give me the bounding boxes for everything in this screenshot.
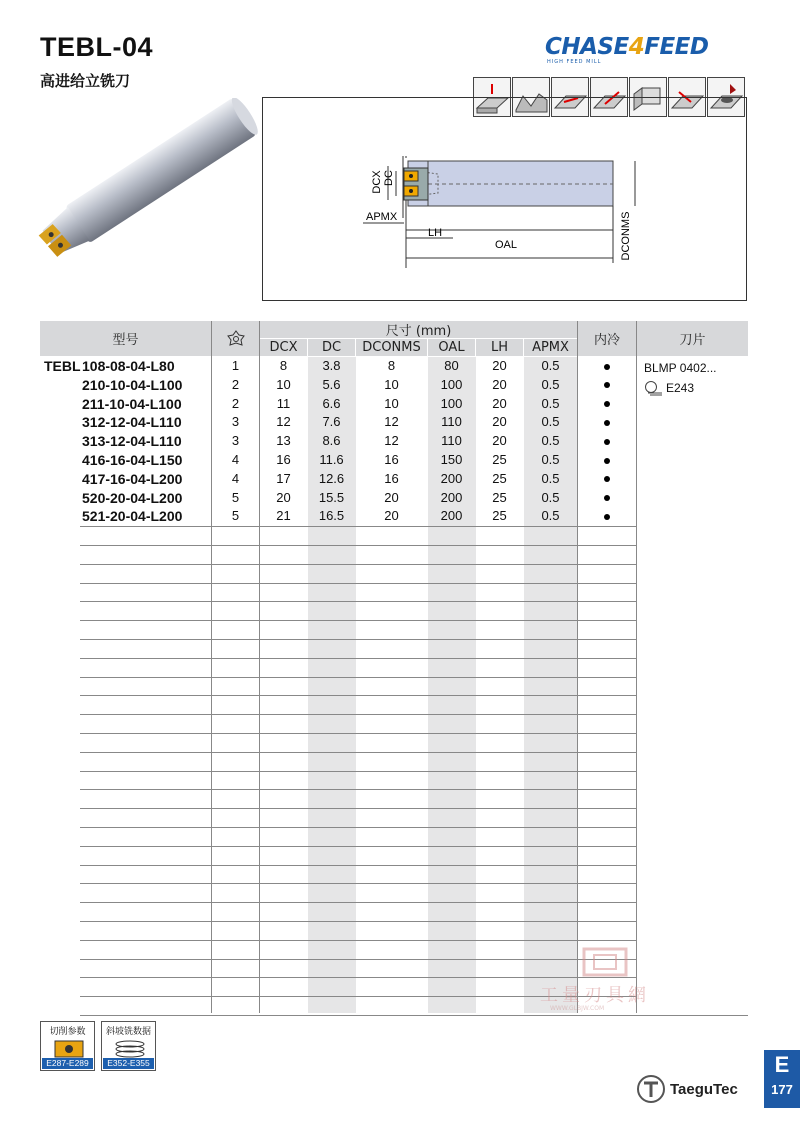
model-code: 416-16-04-L150 [82,452,183,468]
label-dcx: DCX [371,170,383,194]
cell-dc: 12.6 [318,470,345,486]
brand-four: 4 [628,34,645,60]
cell-dconms: 16 [384,470,399,486]
cell-oal: 200 [440,489,463,505]
model-code: 520-20-04-L200 [82,489,183,506]
cell-dcx: 11 [276,395,291,411]
page-title: TEBL-04 [40,32,154,62]
cell-teeth: 1 [231,358,240,373]
row-divider [80,1015,748,1016]
cell-lh: 20 [492,414,507,430]
header-apmx: APMX [524,339,577,356]
cell-oal: 80 [444,358,459,373]
cell-dcx: 21 [276,508,291,524]
label-apmx: APMX [366,211,398,223]
row-divider [80,714,636,715]
cell-dcx: 17 [276,470,291,486]
header-dc: DC [308,339,355,356]
cell-lh: 25 [492,508,507,524]
dimension-diagram [262,97,747,301]
coolant-dot-icon [604,476,610,482]
cell-dconms: 8 [387,358,396,373]
ramping-data-ref: E352-E355 [103,1058,154,1069]
header-dcx: DCX [260,339,307,356]
cell-teeth: 4 [231,470,240,486]
specification-table [40,321,748,1013]
cell-apmx: 0.5 [541,433,560,449]
cutting-data-ref: E287-E289 [42,1058,93,1069]
cell-oal: 150 [440,452,463,467]
row-divider [80,902,636,903]
cell-lh: 20 [492,395,507,411]
cell-dcx: 12 [276,414,291,430]
insert-name: BLMP 0402... [644,361,717,375]
cell-oal: 100 [440,376,463,392]
cutting-data-label: 切削参数 [49,1027,86,1037]
row-divider [80,865,636,866]
brand-tagline: HIGH FEED MILL [547,59,602,65]
coolant-dot-icon [604,439,610,445]
coolant-dot-icon [604,364,610,370]
label-lh: LH [428,227,443,239]
cell-dcx: 20 [276,489,291,505]
header-oal: OAL [428,339,475,356]
row-divider [80,583,636,584]
cell-dconms: 12 [384,414,399,430]
cell-teeth: 5 [231,508,240,524]
coolant-dot-icon [604,495,610,501]
cell-oal: 100 [440,395,463,411]
cell-teeth: 2 [231,376,240,392]
label-oal: OAL [495,239,518,251]
coolant-dot-icon [604,401,610,407]
coolant-indicator [578,413,636,432]
watermark [540,945,675,1015]
header-model: 型号 [40,321,211,356]
coolant-dot-icon [604,514,610,520]
model-code: 312-12-04-L110 [82,414,182,431]
model-code: 521-20-04-L200 [82,508,183,525]
cell-dconms: 10 [384,395,399,411]
row-divider [80,921,636,922]
coolant-indicator [578,489,636,508]
cell-dc: 3.8 [322,358,341,373]
cell-teeth: 2 [231,395,240,411]
row-divider [80,695,636,696]
cell-dc: 15.5 [318,489,345,505]
row-divider [80,808,636,809]
coolant-indicator [578,451,636,470]
row-divider [80,677,636,678]
coolant-indicator [578,470,636,489]
model-code: 211-10-04-L100 [82,395,182,412]
cell-lh: 20 [492,358,507,373]
row-divider [80,601,636,602]
row-divider [80,827,636,828]
header-lh: LH [476,339,523,356]
cell-teeth: 4 [231,452,240,467]
label-dc: DC [383,170,395,186]
taegutec-logo [636,1074,738,1104]
cutting-data-box[interactable] [40,1021,95,1071]
row-divider [80,940,636,941]
cell-dconms: 20 [384,508,399,524]
cell-dc: 6.6 [322,395,341,411]
cell-dconms: 20 [384,489,399,505]
cell-dconms: 10 [384,376,399,392]
cell-dconms: 16 [384,452,399,467]
coolant-indicator [578,376,636,395]
insert-reference[interactable] [644,380,694,396]
coolant-dot-icon [604,458,610,464]
cell-dconms: 12 [384,433,399,449]
cell-apmx: 0.5 [541,508,560,524]
model-code: 313-12-04-L110 [82,433,182,450]
brand-prefix: CHASE [545,34,629,60]
section-tab [764,1050,800,1108]
cell-apmx: 0.5 [541,414,560,430]
cell-teeth: 3 [231,414,240,430]
ramping-data-label: 斜坡铣数据 [105,1027,151,1037]
cell-apmx: 0.5 [541,358,560,373]
row-divider [80,733,636,734]
row-divider [80,752,636,753]
chase4feed-logo [545,34,750,64]
cell-lh: 20 [492,433,507,449]
row-divider [80,526,636,527]
row-divider [80,620,636,621]
taegutec-emblem [636,1074,666,1104]
coolant-indicator [578,395,636,414]
cell-oal: 110 [441,414,462,430]
cell-apmx: 0.5 [541,376,560,392]
header-insert: 刀片 [637,321,748,356]
cell-oal: 110 [441,433,462,449]
cell-lh: 20 [492,376,507,392]
header-teeth [212,321,259,356]
cell-dc: 11.6 [319,452,344,467]
cutting-insert-icon [49,1037,89,1059]
coolant-indicator [578,507,636,526]
watermark-logo [580,945,630,979]
cell-dc: 7.6 [322,414,341,430]
cell-dc: 8.6 [322,433,341,449]
row-divider [80,639,636,640]
ramping-spiral-icon [110,1037,150,1059]
insert-page-ref: E243 [666,381,695,395]
model-code: 417-16-04-L200 [82,470,183,487]
cell-dc: 5.6 [322,376,341,392]
coolant-indicator [578,432,636,451]
coolant-dot-icon [604,382,610,388]
watermark-text: 工量刃具網 [540,985,650,1006]
header-coolant: 内冷 [578,321,636,356]
header-dconms: DCONMS [356,339,427,356]
cell-oal: 200 [440,470,463,486]
company-name: TaeguTec [670,1080,738,1098]
row-divider [80,846,636,847]
page-number: 177 [771,1082,793,1097]
model-code: 108-08-04-L80 [82,358,175,374]
cell-apmx: 0.5 [541,489,560,505]
cell-dcx: 10 [276,376,291,392]
cell-teeth: 5 [231,489,240,505]
label-dconms: DCONMS [620,211,632,261]
cell-lh: 25 [492,470,507,486]
model-prefix: TEBL [44,358,81,374]
row-divider [80,564,636,565]
model-code: 210-10-04-L100 [82,376,183,393]
cutting-edge-count-icon [226,329,246,349]
cell-dcx: 8 [279,358,288,373]
cell-teeth: 3 [231,433,240,449]
cell-dcx: 13 [276,433,291,449]
row-divider [80,883,636,884]
cell-lh: 25 [492,452,507,467]
tool-drawing [263,98,748,302]
cell-lh: 25 [492,489,507,505]
row-divider [80,658,636,659]
magnifier-book-icon [644,380,664,396]
end-mill-photo [22,98,262,258]
coolant-indicator [578,357,636,376]
cell-dcx: 16 [276,452,291,467]
ramping-data-box[interactable] [101,1021,156,1071]
row-divider [80,771,636,772]
row-divider [80,789,636,790]
section-letter: E [774,1052,790,1077]
watermark-url: WWW.GLBJW.COM [550,1005,605,1012]
cell-dc: 16.5 [318,508,345,524]
cell-apmx: 0.5 [541,470,560,486]
coolant-dot-icon [604,420,610,426]
cell-oal: 200 [440,508,463,524]
cell-apmx: 0.5 [541,452,560,467]
page-subtitle: 高进给立铣刀 [40,72,131,90]
cell-apmx: 0.5 [541,395,560,411]
row-divider [80,545,636,546]
brand-suffix: FEED [644,34,709,60]
header-dimensions: 尺寸 (mm) [260,321,577,338]
